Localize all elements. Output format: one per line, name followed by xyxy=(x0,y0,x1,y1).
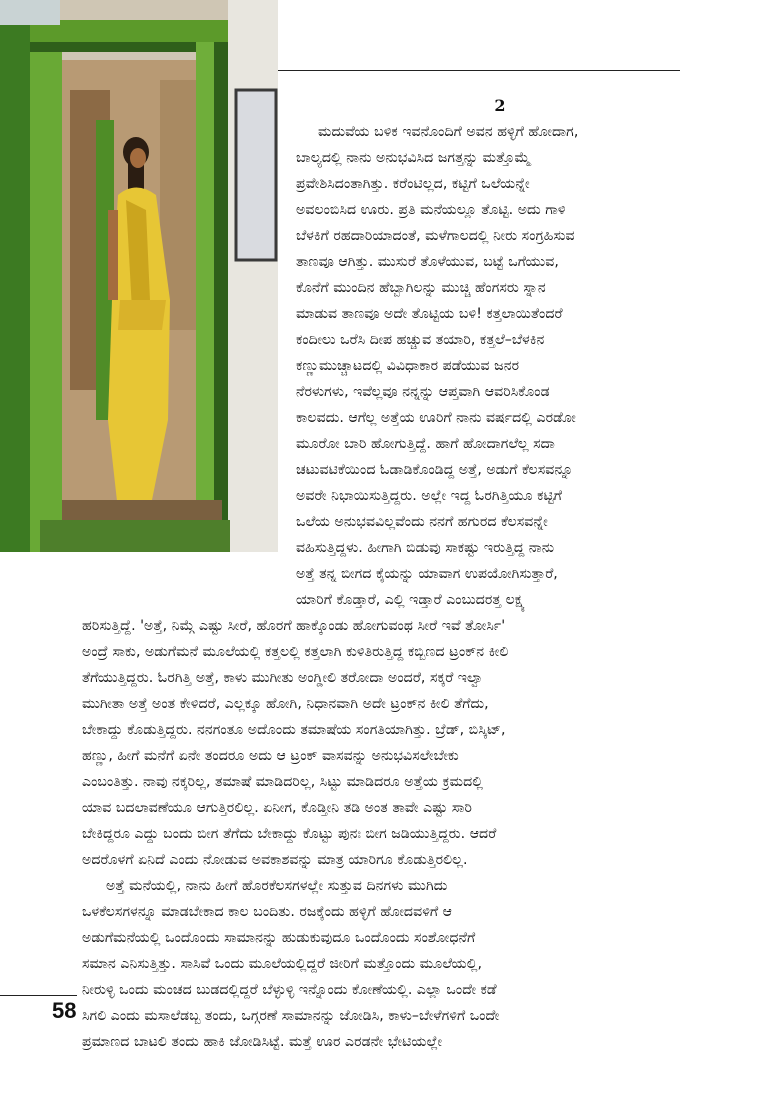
text-line: ನೀರುಳ್ಳಿ ಒಂದು ಮಂಚದ ಬುಡದಲ್ಲಿದ್ದರೆ ಬೆಳ್ಳುಳ್ಳಿ ಇನ್ನೊಂದು ಕೋಣೆಯಲ್ಲಿ. ಎಲ್ಲಾ ಒಂದೇ ಕಡೆ xyxy=(82,982,497,998)
text-line: ಅಡುಗೆಮನೆಯಲ್ಲಿ ಒಂದೊಂದು ಸಾಮಾನನ್ನು ಹುಡುಕುವುದೂ ಒಂದೊಂದು ಸಂಶೋಧನೆಗೆ xyxy=(82,930,476,946)
text-line: ಮುಗೀತಾ ಅತ್ತೆ ಅಂತ ಕೇಳಿದರೆ, ಎಲ್ಲಕ್ಕೂ ಹೋಗಿ, ನಿಧಾನವಾಗಿ ಅದೇ ಟ್ರಂಕ್‌ನ ಕೀಲಿ ತೆಗೆದು, xyxy=(82,696,489,712)
text-line: ಕಣ್ಣುಮುಚ್ಚಾಟದಲ್ಲಿ ವಿವಿಧಾಕಾರ ಪಡೆಯುವ ಜನರ xyxy=(296,358,520,374)
text-line: ಮಾಡುವ ತಾಣವೂ ಅದೇ ತೊಟ್ಟಿಯ ಬಳಿ! ಕತ್ತಲಾಯಿತೆಂದರೆ xyxy=(296,306,563,322)
text-line: ಸಮಾನ ಎನಿಸುತ್ತಿತ್ತು. ಸಾಸಿವೆ ಒಂದು ಮೂಲೆಯಲ್ಲಿದ್ದರೆ ಜೀರಿಗೆ ಮತ್ತೊಂದು ಮೂಲೆಯಲ್ಲಿ, xyxy=(82,956,482,972)
text-line: ಮೂರೋ ಬಾರಿ ಹೋಗುತ್ತಿದ್ದೆ. ಹಾಗೆ ಹೋದಾಗಲೆಲ್ಲ ಸದಾ xyxy=(296,436,555,452)
text-line: ಕೊನೆಗೆ ಮುಂದಿನ ಹೆಬ್ಬಾಗಿಲನ್ನು ಮುಚ್ಚಿ ಹೆಂಗಸರು ಸ್ನಾನ xyxy=(296,280,546,296)
text-line: ನೆರಳುಗಳು, ಇವೆಲ್ಲವೂ ನನ್ನನ್ನು ಆಪ್ತವಾಗಿ ಆವರಿಸಿಕೊಂಡ xyxy=(296,384,550,400)
text-line: ಸಿಗಲಿ ಎಂದು ಮಸಾಲೆಡಬ್ಬ ತಂದು, ಒಗ್ಗರಣೆ ಸಾಮಾನನ್ನು ಜೋಡಿಸಿ, ಕಾಳು–ಬೇಳೆಗಳಿಗೆ ಒಂದೇ xyxy=(82,1008,500,1024)
text-line: ತೆಗೆಯುತ್ತಿದ್ದರು. ಓರಗಿತ್ತಿ ಅತ್ತೆ, ಕಾಳು ಮುಗೀತು ಅಂಗ್ಡೀಲಿ ತರೋದಾ ಅಂದರೆ, ಸಕ್ಕರೆ ಇಲ್ವಾ xyxy=(82,670,484,686)
text-line: ಯಾವ ಬದಲಾವಣೆಯೂ ಆಗುತ್ತಿರಲಿಲ್ಲ. ಏನೀಗ, ಕೊಡ್ತೀನಿ ತಡಿ ಅಂತ ತಾವೇ ಎಷ್ಟು ಸಾರಿ xyxy=(82,800,472,816)
page-number: 58 xyxy=(52,998,77,1023)
text-line: ಪ್ರವೇಶಿಸಿದಂತಾಗಿತ್ತು. ಕರೆಂಟಿಲ್ಲದ, ಕಟ್ಟಿಗೆ ಒಲೆಯನ್ನೇ xyxy=(296,176,530,192)
text-line: ಬಾಲ್ಯದಲ್ಲಿ ನಾನು ಅನುಭವಿಸಿದ ಜಗತ್ತನ್ನು ಮತ್ತೊಮ್ಮೆ xyxy=(296,150,531,166)
woman-in-doorway-icon xyxy=(0,0,278,552)
illustration-woman-doorway xyxy=(0,0,278,552)
text-line: ಕಾಲವದು. ಆಗೆಲ್ಲ ಅತ್ತೆಯ ಊರಿಗೆ ನಾನು ವರ್ಷದಲ್ಲಿ ಎರಡೋ xyxy=(296,410,576,426)
text-line: ಹಣ್ಣು, ಹೀಗೆ ಮನೆಗೆ ಏನೇ ತಂದರೂ ಅದು ಆ ಟ್ರಂಕ್ ವಾಸವನ್ನು ಅನುಭವಿಸಲೇಬೇಕು xyxy=(82,748,459,764)
text-line: ಮದುವೆಯ ಬಳಿಕ ಇವನೊಂದಿಗೆ ಅವನ ಹಳ್ಳಿಗೆ ಹೋದಾಗ, xyxy=(318,124,579,140)
text-line: ಹರಿಸುತ್ತಿದ್ದೆ. 'ಅತ್ತೆ, ನಿಮ್ಗೆ ಎಷ್ಟು ಸೀರೆ, ಹೊರಗೆ ಹಾಕ್ಕೊಂಡು ಹೋಗುವಂಥ ಸೀರೆ ಇವೆ ತೋರ್ಸಿ' xyxy=(82,618,506,634)
text-line: ತಾಣವೂ ಆಗಿತ್ತು. ಮುಸುರೆ ತೊಳೆಯುವ, ಬಟ್ಟೆ ಒಗೆಯುವ, xyxy=(296,254,559,270)
top-rule xyxy=(278,70,680,71)
text-line: ಒಲೆಯ ಅನುಭವವಿಲ್ಲವೆಂದು ನನಗೆ ಹಗುರದ ಕೆಲಸವನ್ನೇ xyxy=(296,514,548,530)
text-line: ಬೆಳಕಿಗೆ ರಹದಾರಿಯಾದಂತೆ, ಮಳೆಗಾಲದಲ್ಲಿ ನೀರು ಸಂಗ್ರಹಿಸುವ xyxy=(296,228,575,244)
text-line: ಅವಲಂಬಿಸಿದ ಊರು. ಪ್ರತಿ ಮನೆಯಲ್ಲೂ ತೊಟ್ಟಿ. ಅದು ಗಾಳಿ xyxy=(296,202,566,218)
chapter-number: 2 xyxy=(494,96,506,115)
text-line: ಎಂಬಂತಿತ್ತು. ನಾವು ನಕ್ಕರಿಲ್ಲ, ತಮಾಷೆ ಮಾಡಿದರಿಲ್ಲ, ಸಿಟ್ಟು ಮಾಡಿದರೂ ಅತ್ತೆಯ ಕ್ರಮದಲ್ಲಿ xyxy=(82,774,484,790)
text-line: ಕಂದೀಲು ಒರೆಸಿ ದೀಪ ಹಚ್ಚುವ ತಯಾರಿ, ಕತ್ತಲೆ–ಬೆಳಕಿನ xyxy=(296,332,545,348)
text-line: ಪ್ರಮಾಣದ ಬಾಟಲಿ ತಂದು ಹಾಕಿ ಜೋಡಿಸಿಟ್ಟೆ. ಮತ್ತೆ ಊರ ಎರಡನೇ ಭೇಟಿಯಲ್ಲೇ xyxy=(82,1034,443,1050)
page-number-rule xyxy=(0,995,77,996)
text-line: ಬೇಕಾದ್ದು ಕೊಡುತ್ತಿದ್ದರು. ನನಗಂತೂ ಅದೊಂದು ತಮಾಷೆಯ ಸಂಗತಿಯಾಗಿತ್ತು. ಬ್ರೆಡ್, ಬಿಸ್ಕಿಟ್, xyxy=(82,722,506,738)
text-line: ವಹಿಸುತ್ತಿದ್ದಳು. ಹೀಗಾಗಿ ಬಿಡುವು ಸಾಕಷ್ಟು ಇರುತ್ತಿದ್ದ ನಾನು xyxy=(296,540,555,556)
text-line: ಅತ್ತೆ ತನ್ನ ಬೀಗದ ಕೈಯನ್ನು ಯಾವಾಗ ಉಪಯೋಗಿಸುತ್ತಾರೆ, xyxy=(296,566,558,582)
text-line: ಚಟುವಟಿಕೆಯಿಂದ ಓಡಾಡಿಕೊಂಡಿದ್ದ ಅತ್ತೆ, ಅಡುಗೆ ಕೆಲಸವನ್ನೂ xyxy=(296,462,574,478)
text-line: ಅತ್ತೆ ಮನೆಯಲ್ಲಿ, ನಾನು ಹೀಗೆ ಹೊರಕೆಲಸಗಳಲ್ಲೇ ಸುತ್ತುವ ದಿನಗಳು ಮುಗಿದು xyxy=(106,878,448,894)
text-line: ಯಾರಿಗೆ ಕೊಡ್ತಾರೆ, ಎಲ್ಲಿ ಇಡ್ತಾರೆ ಎಂಬುದರತ್ತ ಲಕ್ಷ್ಯ xyxy=(296,592,526,608)
text-line: ಒಳಕೆಲಸಗಳನ್ನೂ ಮಾಡಬೇಕಾದ ಕಾಲ ಬಂದಿತು. ರಜಕ್ಕೆಂದು ಹಳ್ಳಿಗೆ ಹೋದವಳಿಗೆ ಆ xyxy=(82,904,453,920)
text-line: ಬೇಕಿದ್ದರೂ ಎದ್ದು ಬಂದು ಬೀಗ ತೆಗೆದು ಬೇಕಾದ್ದು ಕೊಟ್ಟು ಪುನಃ ಬೀಗ ಜಡಿಯುತ್ತಿದ್ದರು. ಆದರೆ xyxy=(82,826,497,842)
text-line: ಅವರೇ ನಿಭಾಯಿಸುತ್ತಿದ್ದರು. ಅಲ್ಲೇ ಇದ್ದ ಓರಗಿತ್ತಿಯೂ ಕಟ್ಟಿಗೆ xyxy=(296,488,562,504)
text-line: ಅದರೊಳಗೆ ಏನಿದೆ ಎಂದು ನೋಡುವ ಅವಕಾಶವನ್ನು ಮಾತ್ರ ಯಾರಿಗೂ ಕೊಡುತ್ತಿರಲಿಲ್ಲ. xyxy=(82,852,468,868)
text-line: ಅಂದ್ರೆ ಸಾಕು, ಅಡುಗೆಮನೆ ಮೂಲೆಯಲ್ಲಿ ಕತ್ತಲಲ್ಲಿ ಕತ್ತಲಾಗಿ ಕುಳಿತಿರುತ್ತಿದ್ದ ಕಬ್ಬಿಣದ ಟ್ರಂಕ್‌ನ ಕೀಲಿ xyxy=(82,644,509,660)
